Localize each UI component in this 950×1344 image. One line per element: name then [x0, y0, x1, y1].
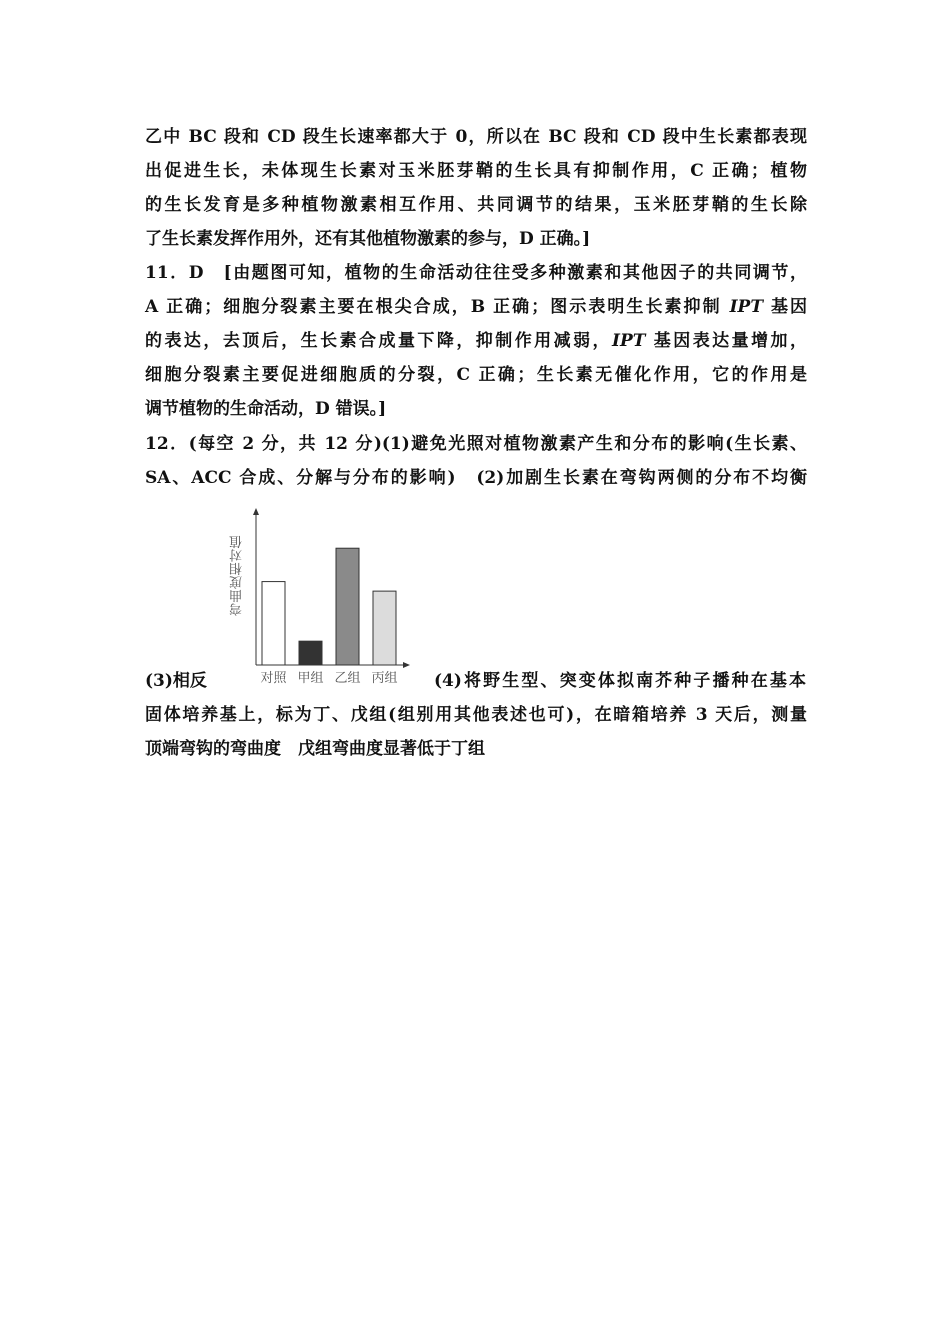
answer-text-line: 了生长素发挥作用外，还有其他植物激素的参与，D 正确。] [145, 229, 591, 249]
x-axis-arrow [403, 662, 410, 668]
gene-name: IPT [612, 331, 646, 351]
gene-name: IPT [729, 297, 763, 317]
q12-answer-line: SA、ACC 合成、分解与分布的影响) (2)加剧生长素在弯钩两侧的分布不均衡 [145, 468, 807, 488]
chart-y-axis-label: 弯曲度相对值 [230, 535, 245, 616]
answer-text-line: 的生长发育是多种植物激素相互作用、共同调节的结果，玉米胚芽鞘的生长除 [145, 195, 807, 215]
x-tick-label: 乙组 [334, 671, 361, 686]
q11-text: 的表达，去顶后，生长素合成量下降，抑制作用减弱， [145, 331, 613, 351]
q11-answer-line: 11．D [由题图可知，植物的生命活动往往受多种激素和其他因子的共同调节， [145, 263, 807, 283]
q12-answer-line: 12．(每空 2 分，共 12 分)(1)避免光照对植物激素产生和分布的影响(生长素、 [145, 434, 807, 454]
x-tick-label: 丙组 [371, 671, 398, 686]
x-tick-label: 甲组 [297, 671, 324, 686]
q11-answer-line [145, 296, 807, 318]
bar-4 [373, 591, 396, 665]
q12-answer-4-line: 固体培养基上，标为丁、戊组(组别用其他表述也可)，在暗箱培养 3 天后，测量 [145, 705, 807, 725]
answer-text-line: 出促进生长，未体现生长素对玉米胚芽鞘的生长具有抑制作用，C 正确；植物 [145, 161, 807, 181]
q12-answer-4-line: (4)将野生型、突变体拟南芥种子播种在基本 [434, 671, 806, 691]
bar-chart [225, 500, 425, 695]
q11-text: A 正确；细胞分裂素主要在根尖合成，B 正确；图示表明生长素抑制 [145, 297, 730, 317]
q11-answer-line [145, 330, 807, 352]
q11-answer-line: 细胞分裂素主要促进细胞质的分裂，C 正确；生长素无催化作用，它的作用是 [145, 365, 807, 385]
q11-answer-line: 调节植物的生命活动，D 错误。] [145, 399, 387, 419]
bar-1 [262, 582, 285, 665]
x-tick-label: 对照 [260, 671, 287, 686]
q11-text: 基因 [762, 297, 807, 317]
q12-answer-3: (3)相反 [145, 671, 207, 691]
answer-text-line: 乙中 BC 段和 CD 段生长速率都大于 0，所以在 BC 段和 CD 段中生长素都表现 [145, 127, 807, 147]
q11-text: 基因表达量增加， [645, 331, 807, 351]
bar-2 [299, 641, 322, 665]
y-axis-arrow [253, 508, 259, 515]
bar-3 [336, 548, 359, 665]
q12-answer-4-line: 顶端弯钩的弯曲度 戊组弯曲度显著低于丁组 [145, 739, 485, 759]
